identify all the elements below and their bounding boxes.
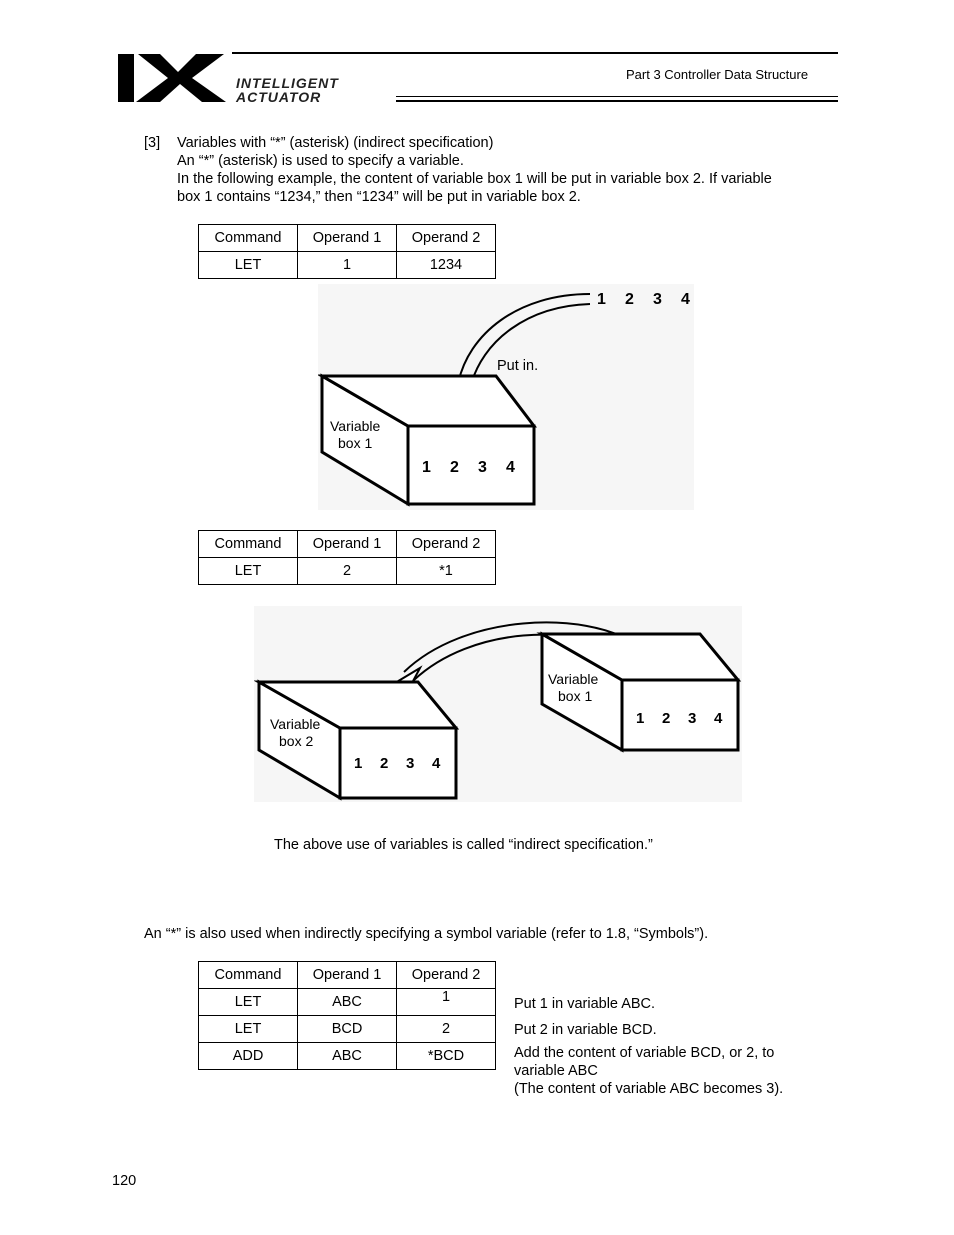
command-table-2 <box>198 530 496 585</box>
box-digit: 4 <box>714 710 723 727</box>
digit: 2 <box>625 291 634 308</box>
digit: 1 <box>597 291 606 308</box>
box-digit: 1 <box>422 459 431 476</box>
header-rule-bottom-thick <box>396 100 838 102</box>
intro-line-2: An “*” (asterisk) is used to specify a variable. <box>177 153 464 169</box>
digit: 4 <box>681 291 690 308</box>
table-cell: *BCD <box>397 1043 496 1070</box>
table-row <box>199 1043 496 1070</box>
box-label: box 1 <box>338 435 373 451</box>
intro-line-3: In the following example, the content of variable box 1 will be put in variable box 2. If variable <box>177 171 772 187</box>
box-label: box 2 <box>279 733 314 749</box>
table-note: Put 2 in variable BCD. <box>514 1022 657 1038</box>
table-cell: 1 <box>298 252 397 279</box>
table-header-cell: Operand 2 <box>397 225 496 252</box>
table-header-row <box>199 962 496 989</box>
table-header-cell: Command <box>199 225 298 252</box>
table-cell: ABC <box>298 989 397 1016</box>
arrow-label: Put in. <box>497 358 539 374</box>
table-cell: LET <box>199 1016 298 1043</box>
box-digit: 3 <box>478 459 487 476</box>
page-number: 120 <box>112 1173 137 1189</box>
intro-line-4: box 1 contains “1234,” then “1234” will be put in variable box 2. <box>177 189 581 205</box>
table-header-row <box>199 531 496 558</box>
table-header-cell: Operand 2 <box>397 962 496 989</box>
table-note: variable ABC <box>514 1063 598 1079</box>
table-cell: LET <box>199 558 298 585</box>
table-row <box>199 558 496 585</box>
logo-line2: ACTUATOR <box>236 89 322 105</box>
table-header-row <box>199 225 496 252</box>
box-digit: 2 <box>662 710 671 727</box>
table-cell: 2 <box>298 558 397 585</box>
box-label: box 1 <box>558 688 593 704</box>
box-digit: 4 <box>506 459 515 476</box>
header-rule-top <box>232 52 838 54</box>
table-header-cell: Command <box>199 531 298 558</box>
table-cell: BCD <box>298 1016 397 1043</box>
box-digit: 2 <box>380 755 389 772</box>
box-digit: 2 <box>450 459 459 476</box>
logo-line1: INTELLIGENT <box>236 75 339 91</box>
box-digit: 4 <box>432 755 441 772</box>
table-cell: 1 <box>397 989 496 1016</box>
box-label: Variable <box>330 418 381 434</box>
command-table-1 <box>198 224 496 279</box>
table-header-cell: Operand 1 <box>298 962 397 989</box>
box-label: Variable <box>270 716 321 732</box>
table-header-cell: Operand 2 <box>397 531 496 558</box>
table-cell: LET <box>199 989 298 1016</box>
symbol-note: An “*” is also used when indirectly specifying a symbol variable (refer to 1.8, “Symbols”). <box>144 926 709 942</box>
table-header-cell: Operand 1 <box>298 225 397 252</box>
section-title: Part 3 Controller Data Structure <box>626 67 809 82</box>
table-cell: ADD <box>199 1043 298 1070</box>
table-cell: 2 <box>397 1016 496 1043</box>
company-logo <box>114 50 404 106</box>
command-table-3 <box>198 961 496 1070</box>
table-cell: 1234 <box>397 252 496 279</box>
box-label: Variable <box>548 671 599 687</box>
table-row <box>199 1016 496 1043</box>
box-digit: 1 <box>354 755 363 772</box>
table-cell: *1 <box>397 558 496 585</box>
box-digit: 1 <box>636 710 645 727</box>
table-cell: LET <box>199 252 298 279</box>
intro-line-1: Variables with “*” (asterisk) (indirect specification) <box>177 135 494 151</box>
table-row <box>199 252 496 279</box>
figure-box1-to-box2 <box>254 606 742 802</box>
box-digit: 3 <box>688 710 697 727</box>
header-rule-bottom-thin <box>396 96 838 97</box>
table-row <box>199 989 496 1016</box>
figure-caption: The above use of variables is called “indirect specification.” <box>274 837 653 853</box>
digit: 3 <box>653 291 662 308</box>
table-cell: ABC <box>298 1043 397 1070</box>
table-header-cell: Command <box>199 962 298 989</box>
item-number: [3] <box>144 135 161 151</box>
box-digit: 3 <box>406 755 415 772</box>
table-note: (The content of variable ABC becomes 3). <box>514 1081 784 1097</box>
figure-put-in-box1 <box>318 284 694 510</box>
table-header-cell: Operand 1 <box>298 531 397 558</box>
table-note: Put 1 in variable ABC. <box>514 996 656 1012</box>
table-note: Add the content of variable BCD, or 2, to <box>514 1045 775 1061</box>
